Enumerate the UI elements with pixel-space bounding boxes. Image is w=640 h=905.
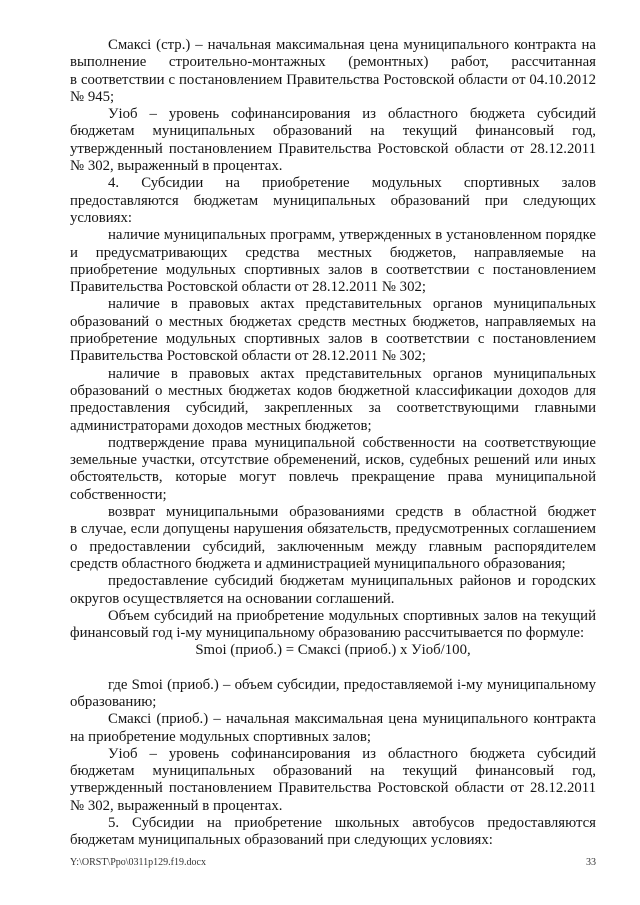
paragraph: Смаксi (приоб.) – начальная максимальная цена муниципального контракта на приобретение модульных спортивных залов;: [70, 711, 596, 745]
paragraph: наличие в правовых актах представительных органов муниципальных образований о местных бюджетах кодов бюджетной классификации доходов для предоставления субсидий, закрепленных за соответствующими главными администраторами доходов местных бюджетов;: [70, 365, 596, 434]
paragraph: где Smoi (приоб.) – объем субсидии, предоставляемой i-му муниципальному образованию;: [70, 676, 596, 710]
paragraph: 5. Субсидии на приобретение школьных автобусов предоставляются бюджетам муниципальных образований при следующих условиях:: [70, 815, 596, 849]
paragraph: Смаксі (стр.) – начальная максимальная цена муниципального контракта на выполнение строительно-монтажных (ремонтных) работ, рассчитанная в соответствии с постановлением Правительства Ростовской области от 04.10.2012 № 945;: [70, 37, 596, 105]
paragraph: 4. Субсидии на приобретение модульных спортивных залов предоставляются бюджетам муниципальных образований при следующих условиях:: [70, 175, 596, 226]
formula: Smoi (приоб.) = Смаксi (приоб.) х Уioб/100,: [195, 642, 471, 659]
file-path: Y:\ORST\Ppo\0311p129.f19.docx: [70, 857, 206, 868]
page-number: 33: [586, 857, 596, 868]
paragraph: возврат муниципальными образованиями средств в областной бюджет в случае, если допущены нарушения обязательств, предусмотренных соглашением о предоставлении субсидий, заключенным между главным распорядителем средств областного бюджета и администрацией муниципального образования;: [70, 504, 596, 572]
paragraph: предоставление субсидий бюджетам муниципальных районов и городских округов осуществляется на основании соглашений.: [70, 573, 596, 607]
paragraph: наличие муниципальных программ, утвержденных в установленном порядке и предусматривающих средства местных бюджетов, направляемые на приобретение модульных спортивных залов в соответствии с постановлением Правительства Ростовской области от 28.12.2011 № 302;: [70, 227, 596, 296]
paragraph: Уioб – уровень софинансирования из областного бюджета субсидий бюджетам муниципальных образований на текущий финансовый год, утвержденный постановлением Правительства Ростовской области от 28.12.2011 № 302, выраженный в процентах.: [70, 745, 596, 814]
paragraph: Уioб – уровень софинансирования из областного бюджета субсидий бюджетам муниципальных образований на текущий финансовый год, утвержденный постановлением Правительства Ростовской области от 28.12.2011 № 302, выраженный в процентах.: [70, 106, 596, 175]
paragraph: Объем субсидий на приобретение модульных спортивных залов на текущий финансовый год i-му муниципальному образованию рассчитывается по формуле:: [70, 607, 596, 642]
document-body: [70, 37, 596, 850]
paragraph: наличие в правовых актах представительных органов муниципальных образований о местных бюджетах средств местных бюджетов, направляемых на приобретение модульных спортивных залов в соответствии с постановлением Правительства Ростовской области от 28.12.2011 № 302;: [70, 296, 596, 365]
paragraph: подтверждение права муниципальной собственности на соответствующие земельные участки, отсутствие обременений, исков, судебных решений или иных обстоятельств, которые могут повлечь прекращение права муниципальной собственности;: [70, 434, 596, 503]
